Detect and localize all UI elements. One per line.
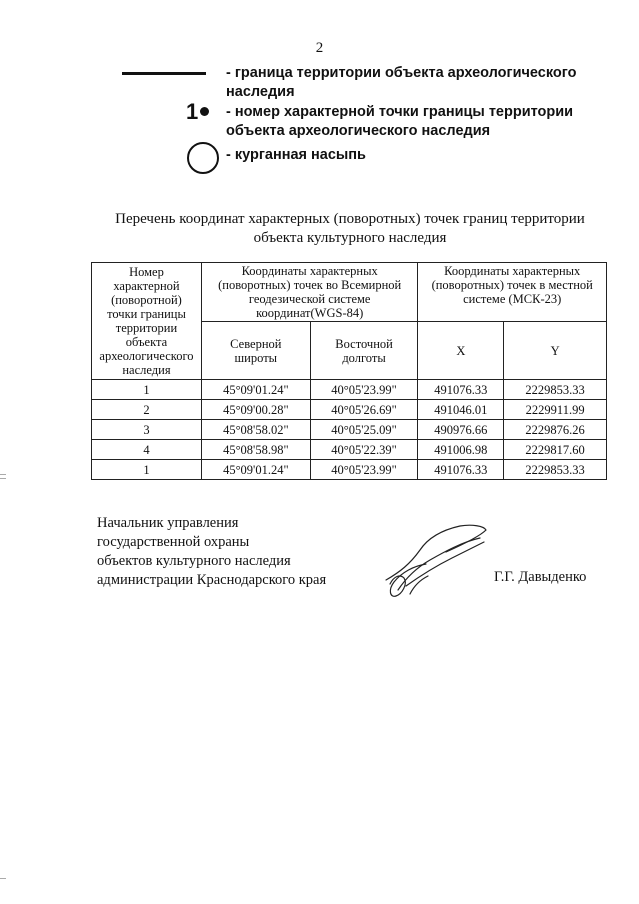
signatory-position: Начальник управления государственной охраны объектов культурного наследия администрации Краснодарского края — [97, 515, 327, 588]
legend-text: - номер характерной точки границы территории объекта археологического наследия — [226, 104, 574, 139]
table-row: 4 45°08'58.98" 40°05'22.39" 491006.98 2229817.60 — [92, 440, 607, 460]
margin-mark — [0, 478, 6, 479]
legend-text: - граница территории объекта археологического наследия — [226, 65, 577, 100]
list-title: Перечень координат характерных (поворотных) точек границ территории объекта культурного наследия — [115, 211, 585, 246]
table-row: 1 45°09'01.24" 40°05'23.99" 491076.33 2229853.33 — [92, 380, 607, 400]
handwritten-signature-icon — [380, 520, 490, 598]
margin-mark — [0, 474, 6, 475]
page-number: 2 — [315, 40, 324, 56]
coordinates-table — [91, 262, 607, 480]
header-east-longitude: Восточной долготы — [310, 322, 418, 380]
table-row: 3 45°08'58.02" 40°05'25.09" 490976.66 2229876.26 — [92, 420, 607, 440]
header-wgs84: Координаты характерных (поворотных) точек во Всемирной геодезической системе координат(WGS-84) — [201, 263, 417, 322]
margin-mark — [0, 878, 6, 879]
header-point-number: Номер характерной (поворотной) точки границы территории объекта археологического наследия — [92, 263, 202, 380]
header-msk23: Координаты характерных (поворотных) точек в местной системе (МСК-23) — [418, 263, 607, 322]
header-north-latitude: Северной широты — [201, 322, 310, 380]
header-x: X — [418, 322, 504, 380]
table-row: 2 45°09'00.28" 40°05'26.69" 491046.01 2229911.99 — [92, 400, 607, 420]
table-row: 1 45°09'01.24" 40°05'23.99" 491076.33 2229853.33 — [92, 460, 607, 480]
boundary-line-icon — [122, 72, 206, 75]
signer-name: Г.Г. Давыденко — [494, 569, 587, 585]
legend-text: - курганная насыпь — [226, 147, 366, 163]
point-number-icon: 1 — [186, 100, 209, 124]
mound-circle-icon — [187, 142, 219, 174]
header-y: Y — [504, 322, 607, 380]
